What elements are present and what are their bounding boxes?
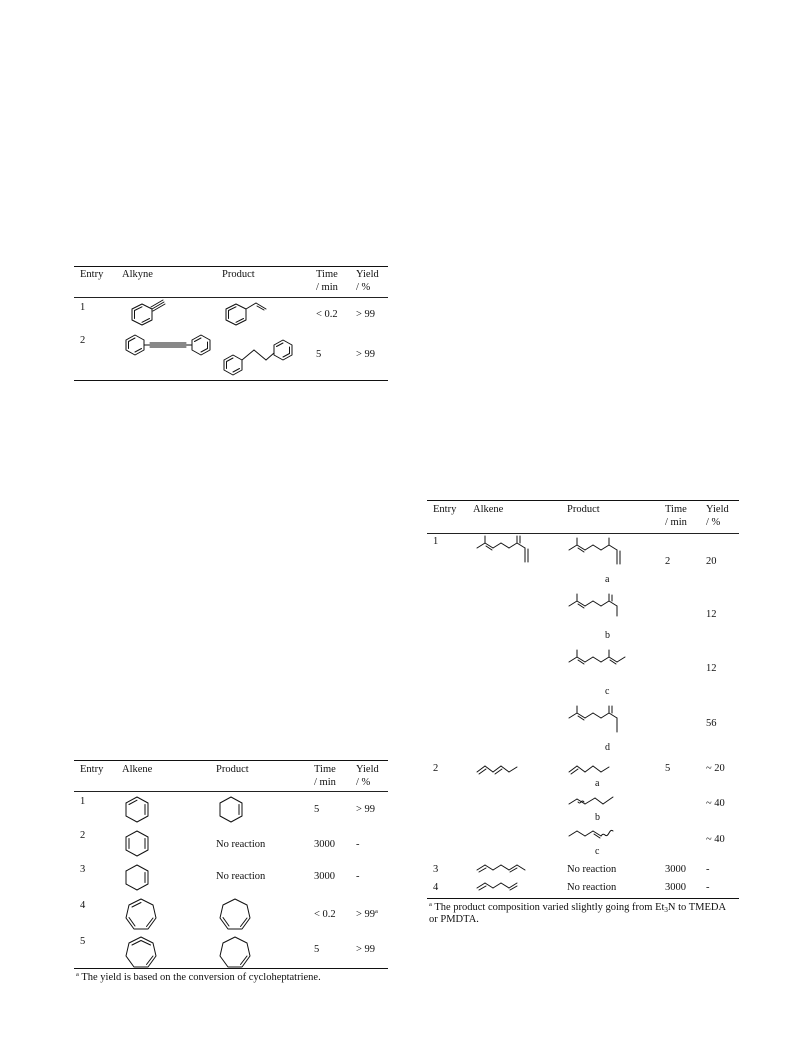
col-header-entry: Entry bbox=[80, 764, 104, 775]
table-top-rule bbox=[427, 500, 739, 501]
col-header-yield-unit: / % bbox=[706, 517, 721, 528]
col-header-yield: Yield bbox=[706, 504, 729, 515]
col-header-entry: Entry bbox=[433, 504, 457, 515]
time-value: < 0.2 bbox=[314, 909, 336, 920]
time-value: 5 bbox=[665, 763, 671, 774]
table-header-rule bbox=[427, 533, 739, 534]
entry-number: 1 bbox=[80, 302, 86, 313]
time-value: 3000 bbox=[665, 864, 686, 875]
hexadiene-terminal-structure bbox=[475, 878, 539, 894]
product-1d-structure bbox=[567, 706, 647, 740]
col-header-product: Product bbox=[222, 269, 255, 280]
time-value: 3000 bbox=[314, 839, 335, 850]
yield-value: ~ 40 bbox=[706, 798, 725, 809]
yield-value: ~ 20 bbox=[706, 763, 725, 774]
table-footnote: $^a$ The product composition varied slightly going from $Et_3N$ to TMEDA or PMDTA. bbox=[429, 901, 726, 925]
product-label: c bbox=[595, 846, 600, 857]
bibenzyl-structure bbox=[222, 336, 302, 380]
entry-number: 4 bbox=[433, 882, 439, 893]
acyclic-alkene-table bbox=[427, 498, 739, 930]
alkyne-table bbox=[74, 262, 388, 384]
yield-value: ~ 40 bbox=[706, 834, 725, 845]
yield-value: > $99^a$ bbox=[356, 908, 378, 920]
entry-number: 3 bbox=[80, 864, 86, 875]
styrene-structure bbox=[222, 300, 282, 330]
table-top-rule bbox=[74, 760, 388, 761]
entry-number: 3 bbox=[433, 864, 439, 875]
yield-value: > 99 bbox=[356, 349, 376, 360]
cycloheptatriene-structure bbox=[122, 896, 160, 934]
product-1a-structure bbox=[567, 538, 647, 572]
cycloheptadiene-structure bbox=[122, 934, 160, 972]
table-top-rule bbox=[74, 266, 388, 267]
footnote-mark: a bbox=[429, 901, 432, 908]
entry-number: 4 bbox=[80, 900, 86, 911]
product-label: b bbox=[605, 630, 610, 641]
entry-number: 1 bbox=[433, 536, 439, 547]
cyclohexene-structure bbox=[122, 862, 156, 894]
col-header-entry: Entry bbox=[80, 269, 104, 280]
time-value: 2 bbox=[665, 556, 671, 567]
col-header-product: Product bbox=[216, 764, 249, 775]
col-header-yield-unit: / % bbox=[356, 777, 371, 788]
cyclohexadiene-structure bbox=[122, 794, 156, 826]
product-label: a bbox=[605, 574, 610, 585]
time-value: 3000 bbox=[665, 882, 686, 893]
hexadiene-structure bbox=[475, 760, 539, 776]
time-value: < 0.2 bbox=[316, 309, 338, 320]
product-1c-structure bbox=[567, 650, 657, 674]
product-text: No reaction bbox=[567, 882, 617, 893]
product-1b-structure bbox=[567, 594, 647, 626]
product-text: No reaction bbox=[567, 864, 617, 875]
product-label: a bbox=[595, 778, 600, 789]
col-header-alkyne: Alkyne bbox=[122, 269, 153, 280]
product-2a-structure bbox=[567, 760, 631, 776]
yield-value: - bbox=[706, 882, 710, 893]
hexadiene-isomer-structure bbox=[475, 860, 539, 876]
product-2c-structure bbox=[567, 824, 647, 844]
col-header-yield-unit: / % bbox=[356, 282, 371, 293]
footnote-mark: a bbox=[76, 971, 79, 978]
time-value: 3000 bbox=[314, 871, 335, 882]
yield-value: 20 bbox=[706, 556, 717, 567]
product-label: b bbox=[595, 812, 600, 823]
entry-number: 1 bbox=[80, 796, 86, 807]
col-header-yield: Yield bbox=[356, 764, 379, 775]
yield-value: - bbox=[356, 871, 360, 882]
yield-value: 12 bbox=[706, 663, 717, 674]
table-bottom-rule bbox=[74, 968, 388, 969]
col-header-time: Time bbox=[314, 764, 336, 775]
product-text: No reaction bbox=[216, 871, 266, 882]
time-value: 5 bbox=[314, 804, 320, 815]
col-header-time-unit: / min bbox=[316, 282, 338, 293]
cycloheptadiene-structure bbox=[216, 896, 254, 934]
yield-value: 56 bbox=[706, 718, 717, 729]
col-header-time: Time bbox=[316, 269, 338, 280]
phenylacetylene-structure bbox=[122, 300, 182, 330]
col-header-alkene: Alkene bbox=[122, 764, 153, 775]
yield-value: - bbox=[706, 864, 710, 875]
yield-value: 12 bbox=[706, 609, 717, 620]
col-header-time: Time bbox=[665, 504, 687, 515]
col-header-time-unit: / min bbox=[665, 517, 687, 528]
footnote-mark: a bbox=[375, 908, 378, 915]
entry-number: 5 bbox=[80, 936, 86, 947]
col-header-yield: Yield bbox=[356, 269, 379, 280]
table-bottom-rule bbox=[427, 898, 739, 899]
table-bottom-rule bbox=[74, 380, 388, 381]
table-header-rule bbox=[74, 297, 388, 298]
entry-number: 2 bbox=[80, 335, 86, 346]
col-header-product: Product bbox=[567, 504, 600, 515]
cyclohexene-structure bbox=[216, 794, 250, 826]
entry-number: 2 bbox=[433, 763, 439, 774]
myrcene-structure bbox=[475, 536, 547, 568]
product-2b-structure bbox=[567, 792, 647, 812]
yield-value: > 99 bbox=[356, 309, 376, 320]
cyclohexadiene-structure bbox=[122, 828, 156, 860]
time-value: 5 bbox=[316, 349, 322, 360]
cyclic-alkene-table bbox=[74, 758, 388, 988]
table-header-rule bbox=[74, 791, 388, 792]
product-text: No reaction bbox=[216, 839, 266, 850]
product-label: c bbox=[605, 686, 610, 697]
entry-number: 2 bbox=[80, 830, 86, 841]
yield-value: > 99 bbox=[356, 804, 376, 815]
diphenylacetylene-structure bbox=[124, 332, 216, 360]
time-value: 5 bbox=[314, 944, 320, 955]
col-header-alkene: Alkene bbox=[473, 504, 504, 515]
yield-value: > 99 bbox=[356, 944, 376, 955]
product-label: d bbox=[605, 742, 610, 753]
yield-value: - bbox=[356, 839, 360, 850]
cycloheptene-structure bbox=[216, 934, 254, 972]
table-footnote: $^a$ The yield is based on the conversion of cycloheptatriene. bbox=[76, 971, 321, 983]
col-header-time-unit: / min bbox=[314, 777, 336, 788]
